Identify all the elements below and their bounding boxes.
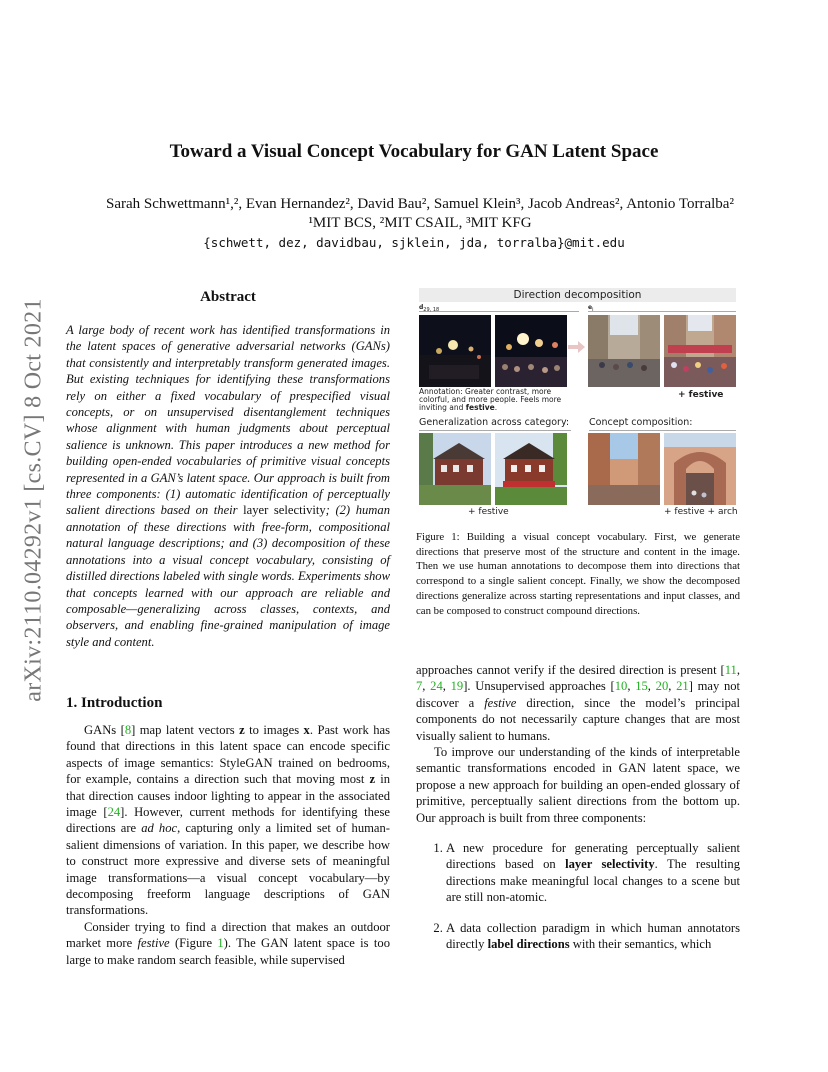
abstract-text-a: A large body of recent work has identified transformations in the latent spaces of generative adversarial networks (GANs) that consistently and interpretably transform generated images. But existing techniques for identifying these transformations rely on either a fixed vocabulary of prespecified visual concepts, or on unsupervised disentanglement techniques whose alignment with human judgments about perceptual salience is unknown. This paper introduces a new method for building open-ended vocabularies of primitive visual concepts represented in a GAN’s latent space. Our approach is built from three components: (1) automatic identification of perceptually salient directions based on their [66,323,390,518]
axis-line-d [419,311,579,312]
author-list: Sarah Schwettmann¹,², Evan Hernandez², David Bau², Samuel Klein³, Jacob Andreas², Antonio Torralba² [106,196,734,212]
house-image-before [419,433,491,505]
contribution-list [416,840,740,952]
axis-symbol: d [419,304,424,311]
affiliations: ¹MIT BCS, ²MIT CSAIL, ³MIT KFG [308,215,532,231]
abstract-body [66,322,390,650]
text-run: , [422,679,431,694]
annotation-label [419,388,569,412]
text-run: with their semantics, which [569,937,712,952]
street-market-image-after [664,315,736,387]
emph-festive: festive [137,936,170,951]
text-run: to images [244,723,304,737]
arch-image-after [664,433,736,505]
citation-link[interactable]: 21 [676,679,689,694]
abstract-heading: Abstract [200,289,256,305]
axis-label-e [588,304,593,313]
axis-line-e [588,311,736,312]
citation-link[interactable]: 24 [107,805,121,820]
arxiv-stamp [14,290,54,710]
street-market-image-before [588,315,660,387]
figure-1-caption: Figure 1: Building a visual concept vocabulary. First, we generate directions that preserve most of the structure and content in the image. Then we use human annotations to decompose them into directions that correspond to a single salient concept. Finally, we show the decomposed directions generalize across starting representations and input classes, and can be composed to construct compound directions. [416,531,740,617]
text-run: GANs [ [84,723,125,737]
text-run: , [627,679,636,694]
annotation-text: Annotation: Greater contrast, more colorful, and more people. Feels more inviting and [419,387,562,412]
axis-symbol: e [588,304,593,311]
text-run: , [668,679,677,694]
text-run: Consider trying to find a direction that makes an outdoor market more [66,919,390,951]
intro-body [66,722,390,968]
axis-subscript: 29, 18 [423,307,440,314]
math-z: z [369,772,376,787]
list-item [446,840,740,906]
bold-term: layer selectivity [565,857,655,872]
figure-link[interactable]: 1 [217,936,224,951]
text-run: ] map latent vectors [131,723,240,737]
citation-link[interactable]: 15 [635,679,648,694]
plus-festive-bottom-label: + festive [468,507,509,517]
citation-link[interactable]: 10 [614,679,628,694]
generalization-rule [419,430,571,431]
math-z: z [239,723,245,737]
house-image-after [495,433,567,505]
author-block [40,195,800,233]
intro-paragraph-1 [66,722,390,919]
annotation-bold: festive [465,403,495,412]
emph-adhoc: ad hoc [141,821,178,836]
abstract-text-b: ; (2) human annotation of these directions with free-form, compositional natural language descriptions; and (3) decomposition of these annotations into a visual concept vocabulary, consisting of distilled directions labeled with single words. Experiments show that concepts learned with our approach are reliable and composable—generalizing across classes, contexts, and observers, and enabling fine-grained manipulation of image style and content. [66,503,390,649]
text-run: approaches cannot verify if the desired direction is present [ [416,663,725,677]
text-run: ). The GAN latent space is too large to make random search feasible, while supervised [66,936,390,967]
figure-bar-title: Direction decomposition [419,288,736,302]
plus-festive-arch-label: + festive + arch [664,507,738,517]
text-run: . The resulting directions make meaningful local changes to a scene but are still non-atomic. [446,857,740,905]
night-market-image-after [495,315,567,387]
text-run: , capturing only a limited set of human-salient dimensions of variation. In this paper, we describe how to construct more expressive and diverse sets of meaningful image transformations—a visual concept vocabulary—by decomposing freeform language descriptions of GAN transformations. [66,821,390,918]
text-run: A new procedure for generating perceptually salient directions based on [446,841,740,872]
decomposition-arrow-icon [568,340,586,354]
list-item [446,920,740,953]
composition-rule [589,430,736,431]
citation-link[interactable]: 7 [416,679,423,694]
annotation-end: . [494,403,498,412]
intro-paragraph-2 [66,919,390,968]
citation-link[interactable]: 19 [450,679,464,694]
text-run: (Figure [169,936,218,951]
paper-title: Toward a Visual Concept Vocabulary for GAN Latent Space [169,141,659,162]
figure-1 [416,288,740,520]
text-run: A data collection paradigm in which human annotators directly [446,920,740,952]
section-heading-introduction: 1. Introduction [66,695,163,711]
right-paragraph-1 [416,662,740,744]
text-run: , [442,679,451,694]
text-run: , [647,679,656,694]
abstract-roman: layer selectivity [243,503,326,518]
alley-image-before [588,433,660,505]
text-run: ]. However, current methods for identifying these directions are [66,805,390,836]
axis-subscript: i [592,307,594,314]
citation-link[interactable]: 20 [655,679,669,694]
text-run: direction, since the model’s principal components do not necessarily capture changes that are most visually salient to humans. [416,695,740,743]
emph-festive: festive [484,695,517,710]
text-run: , [736,663,740,677]
math-x: x [303,723,310,737]
text-run: ]. Unsupervised approaches [ [463,679,615,694]
citation-link[interactable]: 24 [430,679,443,694]
axis-label-d [419,304,439,313]
night-market-image-before [419,315,491,387]
composition-heading: Concept composition: [589,417,693,428]
text-run: in that direction causes indoor lighting to appear in the associated image [ [66,772,390,820]
right-column-body [416,662,740,967]
right-paragraph-2: To improve our understanding of the kinds of interpretable semantic transformations encoded in GAN latent space, we propose a new approach for building an open-ended glossary of primitive, perceptually salient directions from the bottom up. Our approach is built from three components: [416,745,740,825]
plus-festive-top-label: + festive [678,390,724,400]
email-list: {schwett, dez, davidbau, sjklein, jda, torralba}@mit.edu [203,235,625,250]
bold-term: label directions [487,937,570,952]
citation-link[interactable]: 8 [124,723,132,737]
text-run: . Past work has found that directions in this latent space can encode specific aspects of image semantics: StyleGAN trained on bedrooms, for example, contains a direction such that moving most [66,723,390,787]
arxiv-stamp-text: arXiv:2110.04292v1 [cs.CV] 8 Oct 2021 [20,298,47,702]
text-run: ] may not discover a [416,679,741,710]
generalization-heading: Generalization across category: [419,417,570,428]
citation-link[interactable]: 11 [724,663,737,677]
